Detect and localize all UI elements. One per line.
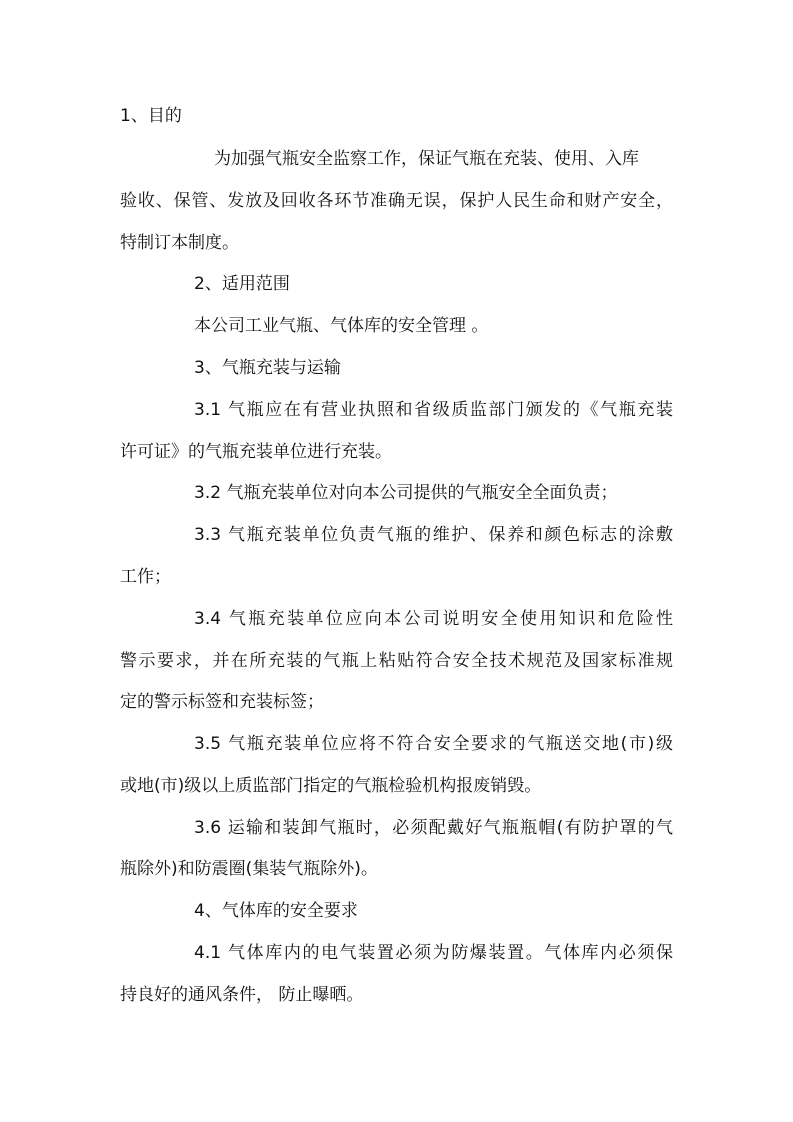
clause-3-4-line: 定的警示标签和充装标签； — [120, 692, 324, 712]
clause-3-6-line: 3.6 运输和装卸气瓶时，必须配戴好气瓶瓶帽(有防护罩的气 — [194, 818, 673, 838]
clause-3-1-line: 许可证》的气瓶充装单位进行充装。 — [120, 442, 392, 462]
section-1-heading: 1、目的 — [120, 106, 182, 126]
clause-3-3-line: 3.3 气瓶充装单位负责气瓶的维护、保养和颜色标志的涂敷 — [194, 525, 673, 545]
section-1-body-line: 为加强气瓶安全监察工作，保证气瓶在充装、使用、入库 — [214, 149, 639, 169]
clause-3-5-line: 或地(市)级以上质监部门指定的气瓶检验机构报废销毁。 — [120, 776, 542, 796]
clause-3-3-line: 工作； — [120, 567, 171, 587]
section-3-heading: 3、气瓶充装与运输 — [194, 358, 341, 378]
clause-4-1-line: 4.1 气体库内的电气装置必须为防爆装置。气体库内必须保 — [194, 943, 673, 963]
clause-3-6-line: 瓶除外)和防震圈(集装气瓶除外)。 — [120, 859, 378, 879]
clause-3-5-line: 3.5 气瓶充装单位应将不符合安全要求的气瓶送交地(市)级 — [194, 734, 673, 754]
clause-3-4-line: 警示要求，并在所充装的气瓶上粘贴符合安全技术规范及国家标准规 — [120, 651, 673, 671]
section-2-body-line: 本公司工业气瓶、气体库的安全管理 。 — [194, 316, 489, 336]
clause-4-1-line: 持良好的通风条件， 防止曝晒。 — [120, 985, 364, 1005]
clause-3-2-line: 3.2 气瓶充装单位对向本公司提供的气瓶安全全面负责； — [194, 483, 618, 503]
section-4-heading: 4、气体库的安全要求 — [194, 901, 358, 921]
section-1-body-line: 验收、保管、发放及回收各环节准确无误，保护人民生命和财产安全， — [120, 191, 673, 211]
section-2-heading: 2、适用范围 — [194, 274, 290, 294]
clause-3-4-line: 3.4 气瓶充装单位应向本公司说明安全使用知识和危险性 — [194, 609, 673, 629]
section-1-body-line: 特制订本制度。 — [120, 233, 239, 253]
clause-3-1-line: 3.1 气瓶应在有营业执照和省级质监部门颁发的《气瓶充装 — [194, 400, 673, 420]
